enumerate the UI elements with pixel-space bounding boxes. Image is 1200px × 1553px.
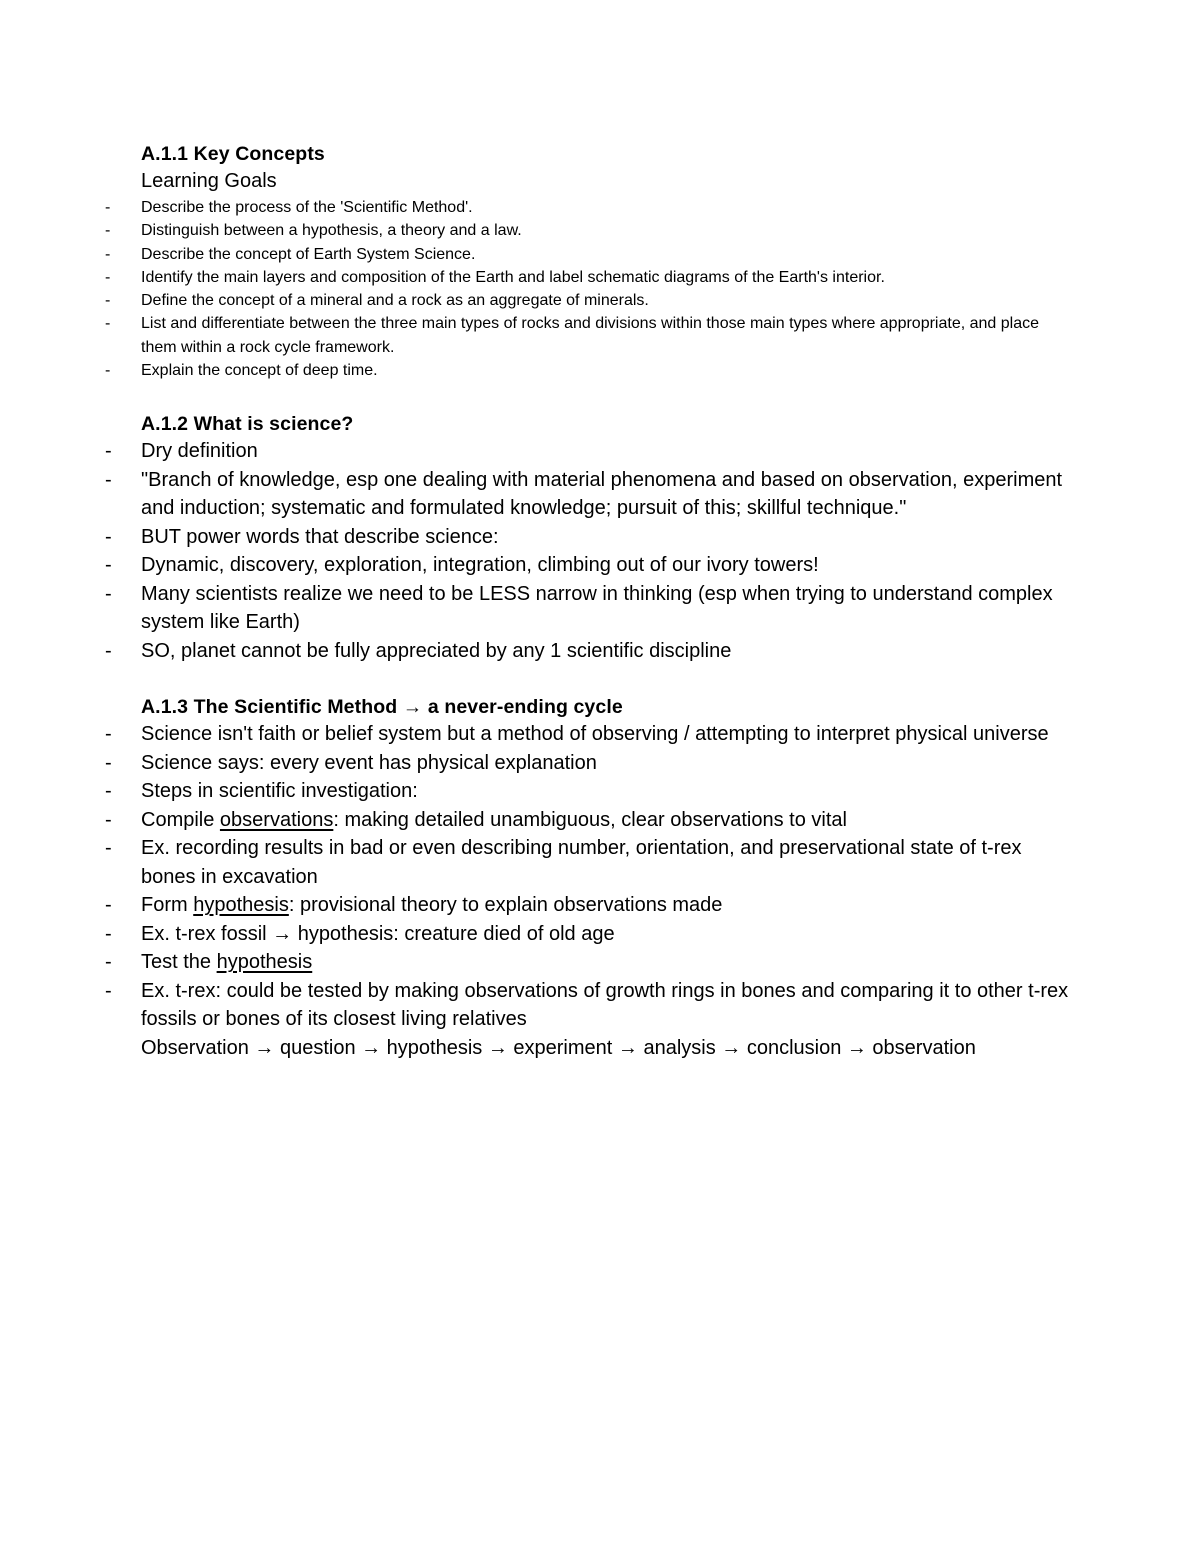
list-item: - Dry definition: [105, 440, 258, 463]
list-item: - Many scientists realize we need to be LESS narrow in thinking (esp when trying to understand complex system like Earth): [105, 582, 1053, 634]
list-item: - Ex. recording results in bad or even describing number, orientation, and preservational state of t-rex bones in excavation: [105, 837, 1022, 888]
step-observations: - Compile observations: making detailed unambiguous, clear observations to vital: [105, 808, 847, 831]
term-hypothesis: hypothesis: [193, 894, 289, 917]
method-cycle: Observation → question → hypothesis → experiment → analysis → conclusion → observation: [141, 1036, 976, 1059]
science-list: [105, 580, 1071, 637]
section-heading-scientific-method: A.1.3 The Scientific Method → a never-ending cycle: [141, 696, 623, 719]
step-hypothesis: - Form hypothesis: provisional theory to explain observations made: [105, 894, 723, 917]
example-list: [105, 977, 1071, 1034]
list-item: - Identify the main layers and composition of the Earth and label schematic diagrams of the Earth's interior.: [105, 268, 885, 286]
steps-list: [105, 806, 1071, 835]
science-list: [105, 523, 1071, 552]
list-item: - Science isn't faith or belief system but a method of observing / attempting to interpret physical universe: [105, 723, 1049, 746]
science-sublist: [105, 466, 1071, 523]
science-sublist: [105, 637, 1071, 666]
list-item: - Define the concept of a mineral and a rock as an aggregate of minerals.: [105, 292, 649, 310]
page-content: [105, 141, 1071, 1062]
list-item: - List and differentiate between the three main types of rocks and divisions within those main types where appropriate, and place them within a rock cycle framework.: [105, 315, 1040, 356]
list-item: - Explain the concept of deep time.: [105, 362, 378, 380]
learning-goals-list: [105, 196, 1071, 382]
list-item: - Describe the process of the 'Scientific Method'.: [105, 199, 473, 216]
learning-goals-label: Learning Goals: [141, 170, 277, 192]
list-item: - SO, planet cannot be fully appreciated by any 1 scientific discipline: [105, 639, 732, 662]
list-item: - "Branch of knowledge, esp one dealing with material phenomena and based on observation, experiment and induction; systematic and formulated knowledge; pursuit of this; skillful technique.": [105, 468, 1063, 520]
section-heading-key-concepts: A.1.1 Key Concepts: [141, 143, 325, 165]
step-test: - Test the hypothesis: [105, 951, 313, 974]
science-list: [105, 437, 1071, 466]
example-list: [105, 920, 1071, 949]
steps-list: [105, 891, 1071, 920]
list-item: - Science says: every event has physical explanation: [105, 751, 597, 774]
list-item: - Ex. t-rex: could be tested by making observations of growth rings in bones and comparing it to other t-rex fossils or bones of its closest living relatives: [105, 979, 1069, 1031]
steps-list: [105, 948, 1071, 977]
list-item: - Ex. t-rex fossil → hypothesis: creature died of old age: [105, 922, 615, 945]
science-sublist: [105, 551, 1071, 580]
method-list: [105, 720, 1071, 806]
list-item: - Distinguish between a hypothesis, a theory and a law.: [105, 222, 522, 240]
list-item: - Describe the concept of Earth System Science.: [105, 245, 476, 263]
term-observations: observations: [219, 808, 334, 831]
list-item: - Dynamic, discovery, exploration, integration, climbing out of our ivory towers!: [105, 554, 819, 577]
section-heading-what-is-science: A.1.2 What is science?: [141, 413, 354, 436]
example-list: [105, 834, 1071, 891]
term-hypothesis: hypothesis: [216, 951, 313, 974]
list-item: - Steps in scientific investigation:: [105, 780, 418, 803]
list-item: - BUT power words that describe science:: [105, 525, 499, 548]
